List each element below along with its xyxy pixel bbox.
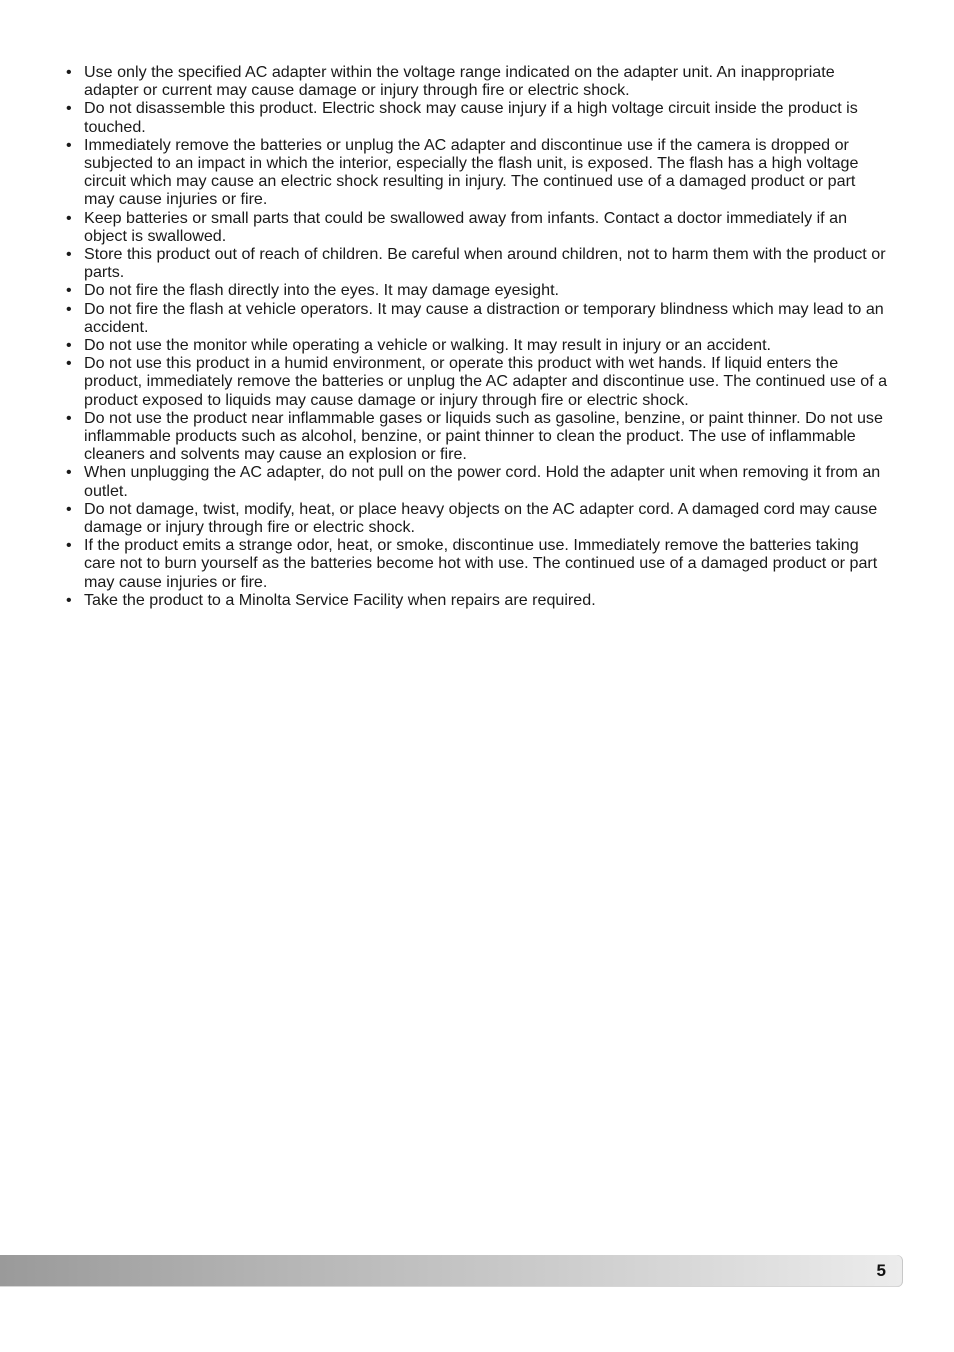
warning-text: Use only the specified AC adapter within the voltage range indicated on the adapter unit. An inappropriate adapter or current may cause damage or injury through fire or electric shock. [84, 63, 835, 100]
warning-item [64, 591, 890, 609]
bullet-icon: • [66, 208, 72, 227]
warning-text: Take the product to a Minolta Service Facility when repairs are required. [84, 590, 596, 609]
bullet-icon: • [66, 590, 72, 609]
bullet-icon: • [66, 336, 72, 355]
bullet-icon: • [66, 463, 72, 482]
warning-item [64, 63, 890, 99]
warning-item [64, 336, 890, 354]
warning-item [64, 209, 890, 245]
bullet-icon: • [66, 299, 72, 318]
bullet-icon: • [66, 99, 72, 118]
warning-text: Do not fire the flash at vehicle operators. It may cause a distraction or temporary blindness which may lead to an accident. [84, 299, 884, 336]
bullet-icon: • [66, 354, 72, 373]
warning-text: Do not use the monitor while operating a vehicle or walking. It may result in injury or an accident. [84, 336, 772, 355]
warning-item [64, 409, 890, 464]
warning-text: Do not disassemble this product. Electric shock may cause injury if a high voltage circuit inside the product is touched. [84, 99, 858, 136]
warning-item [64, 463, 890, 499]
warning-item [64, 99, 890, 135]
bullet-icon: • [66, 135, 72, 154]
warning-item [64, 500, 890, 536]
safety-warnings-list [64, 63, 890, 609]
warning-item [64, 245, 890, 281]
page-number: 5 [876, 1261, 886, 1280]
bullet-icon: • [66, 536, 72, 555]
bullet-icon: • [66, 408, 72, 427]
warning-item [64, 281, 890, 299]
warning-item [64, 536, 890, 591]
warning-text: Do not damage, twist, modify, heat, or place heavy objects on the AC adapter cord. A damaged cord may cause damage or injury through fire or electric shock. [84, 499, 878, 537]
warning-text: If the product emits a strange odor, heat, or smoke, discontinue use. Immediately remove the batteries taking care not to burn yourself as the batteries become hot with use. The continued use of a damaged product or part may cause injuries or fire. [84, 536, 878, 591]
warning-text: Immediately remove the batteries or unplug the AC adapter and discontinue use if the camera is dropped or subjected to an impact in which the interior, especially the flash unit, is exposed. The flash has a high voltage circuit which may cause an electric shock resulting in injury. The continued use of a damaged product or part may cause injuries or fire. [84, 135, 859, 209]
warning-text: When unplugging the AC adapter, do not pull on the power cord. Hold the adapter unit when removing it from an outlet. [84, 463, 881, 500]
page-footer-bar [0, 1255, 903, 1287]
warning-item [64, 354, 890, 409]
warning-text: Keep batteries or small parts that could be swallowed away from infants. Contact a doctor immediately if an object is swallowed. [84, 208, 848, 245]
bullet-icon: • [66, 499, 72, 518]
warning-text: Store this product out of reach of children. Be careful when around children, not to harm them with the product or parts. [84, 245, 886, 282]
bullet-icon: • [66, 281, 72, 300]
warning-text: Do not use this product in a humid environment, or operate this product with wet hands. If liquid enters the product, immediately remove the batteries or unplug the AC adapter and discontinue use. The continued use of a product exposed to liquids may cause damage or injury through fire or electric shock. [84, 354, 888, 409]
bullet-icon: • [66, 63, 72, 81]
warning-item [64, 300, 890, 336]
warning-text: Do not use the product near inflammable gases or liquids such as gasoline, benzine, or paint thinner. Do not use inflammable products such as alcohol, benzine, or paint thinner to clean the product. The use of inflammable cleaners and solvents may cause an explosion or fire. [84, 408, 883, 464]
warning-text: Do not fire the flash directly into the eyes. It may damage eyesight. [84, 281, 560, 300]
warning-item [64, 136, 890, 209]
bullet-icon: • [66, 245, 72, 264]
